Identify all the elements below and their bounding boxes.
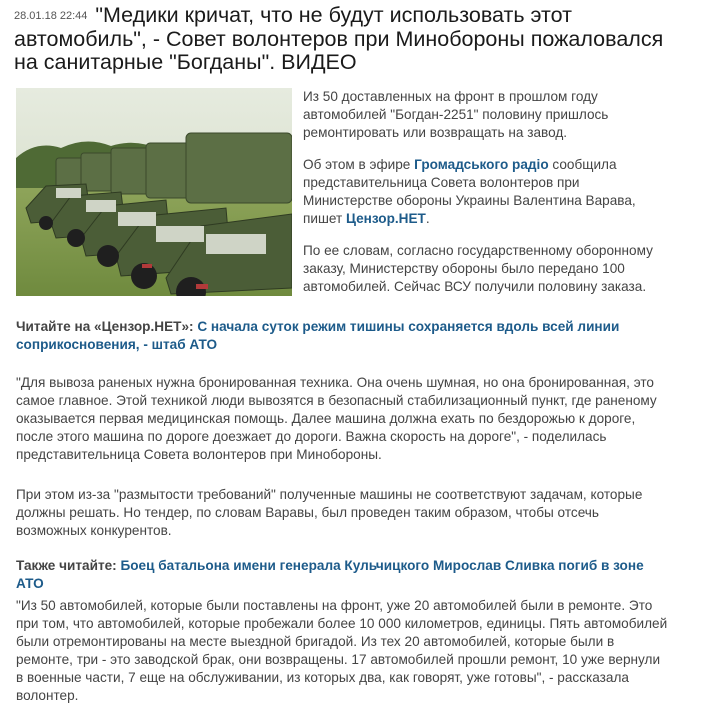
paragraph-2-prefix: Об этом в эфире <box>303 157 415 172</box>
military-ambulance-vehicles-photo-icon <box>16 88 292 296</box>
paragraph-2-suffix: . <box>425 211 430 226</box>
article-headline <box>14 4 684 74</box>
link-censor-net[interactable]: Цензор.НЕТ <box>345 211 426 226</box>
article-photo <box>16 88 292 296</box>
quote-1 <box>16 374 671 464</box>
article-title: "Медики кричат, что не будут использовать этот автомобиль", - Совет волонтеров при Минобороны пожаловался на санитарные "Богданы". ВИДЕО <box>14 3 664 74</box>
read-also-label-2: Также читайте: <box>16 558 117 573</box>
publish-date: 28.01.18 22:44 <box>14 10 88 22</box>
paragraph-2-middle: сообщила представительница Совета волонтеров при Министерстве обороны Украины Валентина Варава, пишет <box>303 157 636 226</box>
paragraph-3: По ее словам, согласно государственному оборонному заказу, Министерству обороны было передано 100 автомобилей. Сейчас ВСУ получили половину заказа. <box>303 243 653 294</box>
paragraph-4 <box>16 486 671 540</box>
paragraph-4-text: При этом из-за "размытости требований" полученные машины не соответствуют задачам, которые должны решать. Но тендер, по словам Варавы, был проведен таким образом, чтобы отсечь возможных конкурентов. <box>16 487 643 538</box>
read-also-block-1 <box>16 318 671 354</box>
quote-2 <box>16 597 671 705</box>
read-also-link-1[interactable]: С начала суток режим тишины сохраняется вдоль всей линии соприкосновения, - штаб АТО <box>16 319 620 352</box>
link-hromadske-radio[interactable]: Громадського радіо <box>414 157 549 172</box>
read-also-block-2 <box>16 557 671 593</box>
quote-1-text: "Для вывоза раненых нужна бронированная техника. Она очень шумная, но она бронированная, это самое главное. Этой техникой люди вывозятся в безопасный стабилизационный пункт, где раненому оказывается первая медицинская помощь. Далее машина должна ехать по бездорожью к дороге, после этого машина по дороге доезжает до дороги. Важна скорость на дороге", - поделилась представительница Совета волонтеров при Минобороны. <box>16 375 657 462</box>
quote-2-text: "Из 50 автомобилей, которые были поставлены на фронт, уже 20 автомобилей были в ремонте. Это при том, что автомобилей, которые пробежали более 10 000 километров, единицы. Пять автомобилей были отремонтированы на месте выездной бригадой. Из тех 20 автомобилей, которые были в ремонте, три - это заводской брак, они возвращены. 17 автомобилей прошли ремонт, 10 уже вернули в военные части, 7 еще на обслуживании, из которых два, как говорят, уже готовы", - рассказала волонтер. <box>16 598 668 703</box>
paragraph-1: Из 50 доставленных на фронт в прошлом году автомобилей "Богдан-2251" половину пришлось ремонтировать или возвращать на завод. <box>303 89 609 140</box>
read-also-link-2[interactable]: Боец батальона имени генерала Кульчицкого Мирослав Сливка погиб в зоне АТО <box>16 558 644 591</box>
intro-column <box>303 88 663 310</box>
read-also-label-1: Читайте на «Цензор.НЕТ»: <box>16 319 194 334</box>
paragraph-2 <box>303 156 663 228</box>
